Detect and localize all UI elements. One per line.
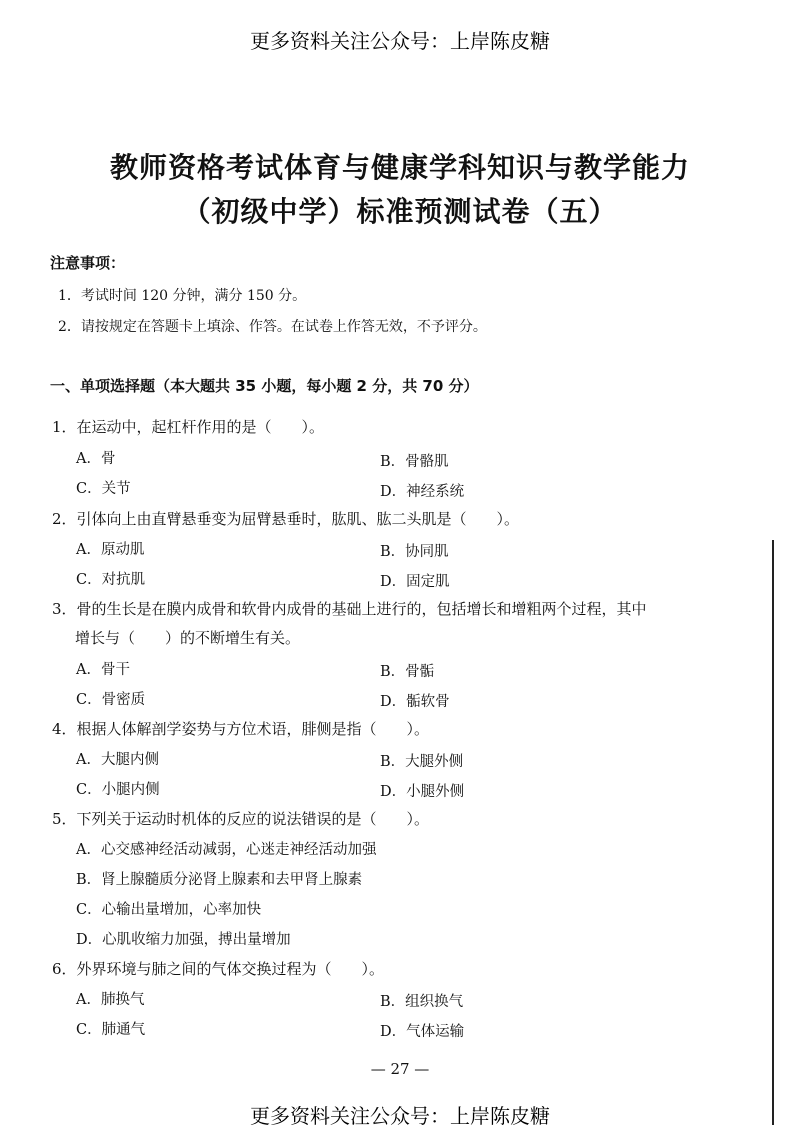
question-6-stem: 6．外界环境与肺之间的气体交换过程为（ ）。 xyxy=(52,960,385,978)
question-3-option-b: B．骨骺 xyxy=(380,664,435,680)
question-3-option-d: D．骺软骨 xyxy=(380,694,450,710)
notice-item-1: 1．考试时间 120 分钟，满分 150 分。 xyxy=(58,288,307,304)
question-3-stem-continued: 增长与（ ）的不断增生有关。 xyxy=(75,629,301,647)
question-6-option-d: D．气体运输 xyxy=(380,1024,465,1040)
question-2-stem: 2．引体向上由直臂悬垂变为屈臂悬垂时，肱肌、肱二头肌是（ ）。 xyxy=(52,510,520,528)
question-5-stem: 5．下列关于运动时机体的反应的说法错误的是（ ）。 xyxy=(52,810,430,828)
bottom-banner: 更多资料关注公众号：上岸陈皮糖 xyxy=(250,1104,550,1128)
scan-edge-line xyxy=(772,540,774,1125)
question-3-option-a: A．骨干 xyxy=(76,662,130,678)
question-4-stem: 4．根据人体解剖学姿势与方位术语，腓侧是指（ ）。 xyxy=(52,720,430,738)
page-title-line-1: 教师资格考试体育与健康学科知识与教学能力 xyxy=(109,151,690,184)
top-banner: 更多资料关注公众号：上岸陈皮糖 xyxy=(250,29,550,53)
question-1-option-b: B．骨骼肌 xyxy=(380,454,449,470)
question-6-option-b: B．组织换气 xyxy=(380,994,464,1010)
question-2-option-c: C．对抗肌 xyxy=(76,572,146,588)
question-5-option-d: D．心肌收缩力加强，搏出量增加 xyxy=(76,932,291,948)
question-1-stem: 1．在运动中，起杠杆作用的是（ ）。 xyxy=(52,418,325,436)
question-4-option-b: B．大腿外侧 xyxy=(380,754,464,770)
question-6-option-c: C．肺通气 xyxy=(76,1022,146,1038)
question-4-option-a: A．大腿内侧 xyxy=(76,752,159,768)
question-2-option-a: A．原动肌 xyxy=(76,542,145,558)
question-5-option-c: C．心输出量增加，心率加快 xyxy=(76,902,262,918)
question-3-option-c: C．骨密质 xyxy=(76,692,146,708)
question-5-option-b: B．肾上腺髓质分泌肾上腺素和去甲肾上腺素 xyxy=(76,872,363,888)
question-5-option-a: A．心交感神经活动减弱，心迷走神经活动加强 xyxy=(76,842,377,858)
notice-heading: 注意事项： xyxy=(50,254,126,272)
question-1-option-d: D．神经系统 xyxy=(380,484,465,500)
question-1-option-c: C．关节 xyxy=(76,481,131,497)
notice-item-2: 2．请按规定在答题卡上填涂、作答。在试卷上作答无效，不予评分。 xyxy=(58,319,487,335)
section-heading: 一、单项选择题（本大题共 35 小题，每小题 2 分，共 70 分） xyxy=(50,377,479,395)
question-3-stem: 3．骨的生长是在膜内成骨和软骨内成骨的基础上进行的，包括增长和增粗两个过程，其中 xyxy=(52,600,647,618)
question-1-option-a: A．骨 xyxy=(76,451,116,467)
question-6-option-a: A．肺换气 xyxy=(76,992,145,1008)
page-number: — 27 — xyxy=(370,1060,430,1078)
question-2-option-d: D．固定肌 xyxy=(380,574,450,590)
question-4-option-c: C．小腿内侧 xyxy=(76,782,160,798)
page-title-line-2: （初级中学）标准预测试卷（五） xyxy=(182,195,618,228)
question-2-option-b: B．协同肌 xyxy=(380,544,449,560)
question-4-option-d: D．小腿外侧 xyxy=(380,784,465,800)
